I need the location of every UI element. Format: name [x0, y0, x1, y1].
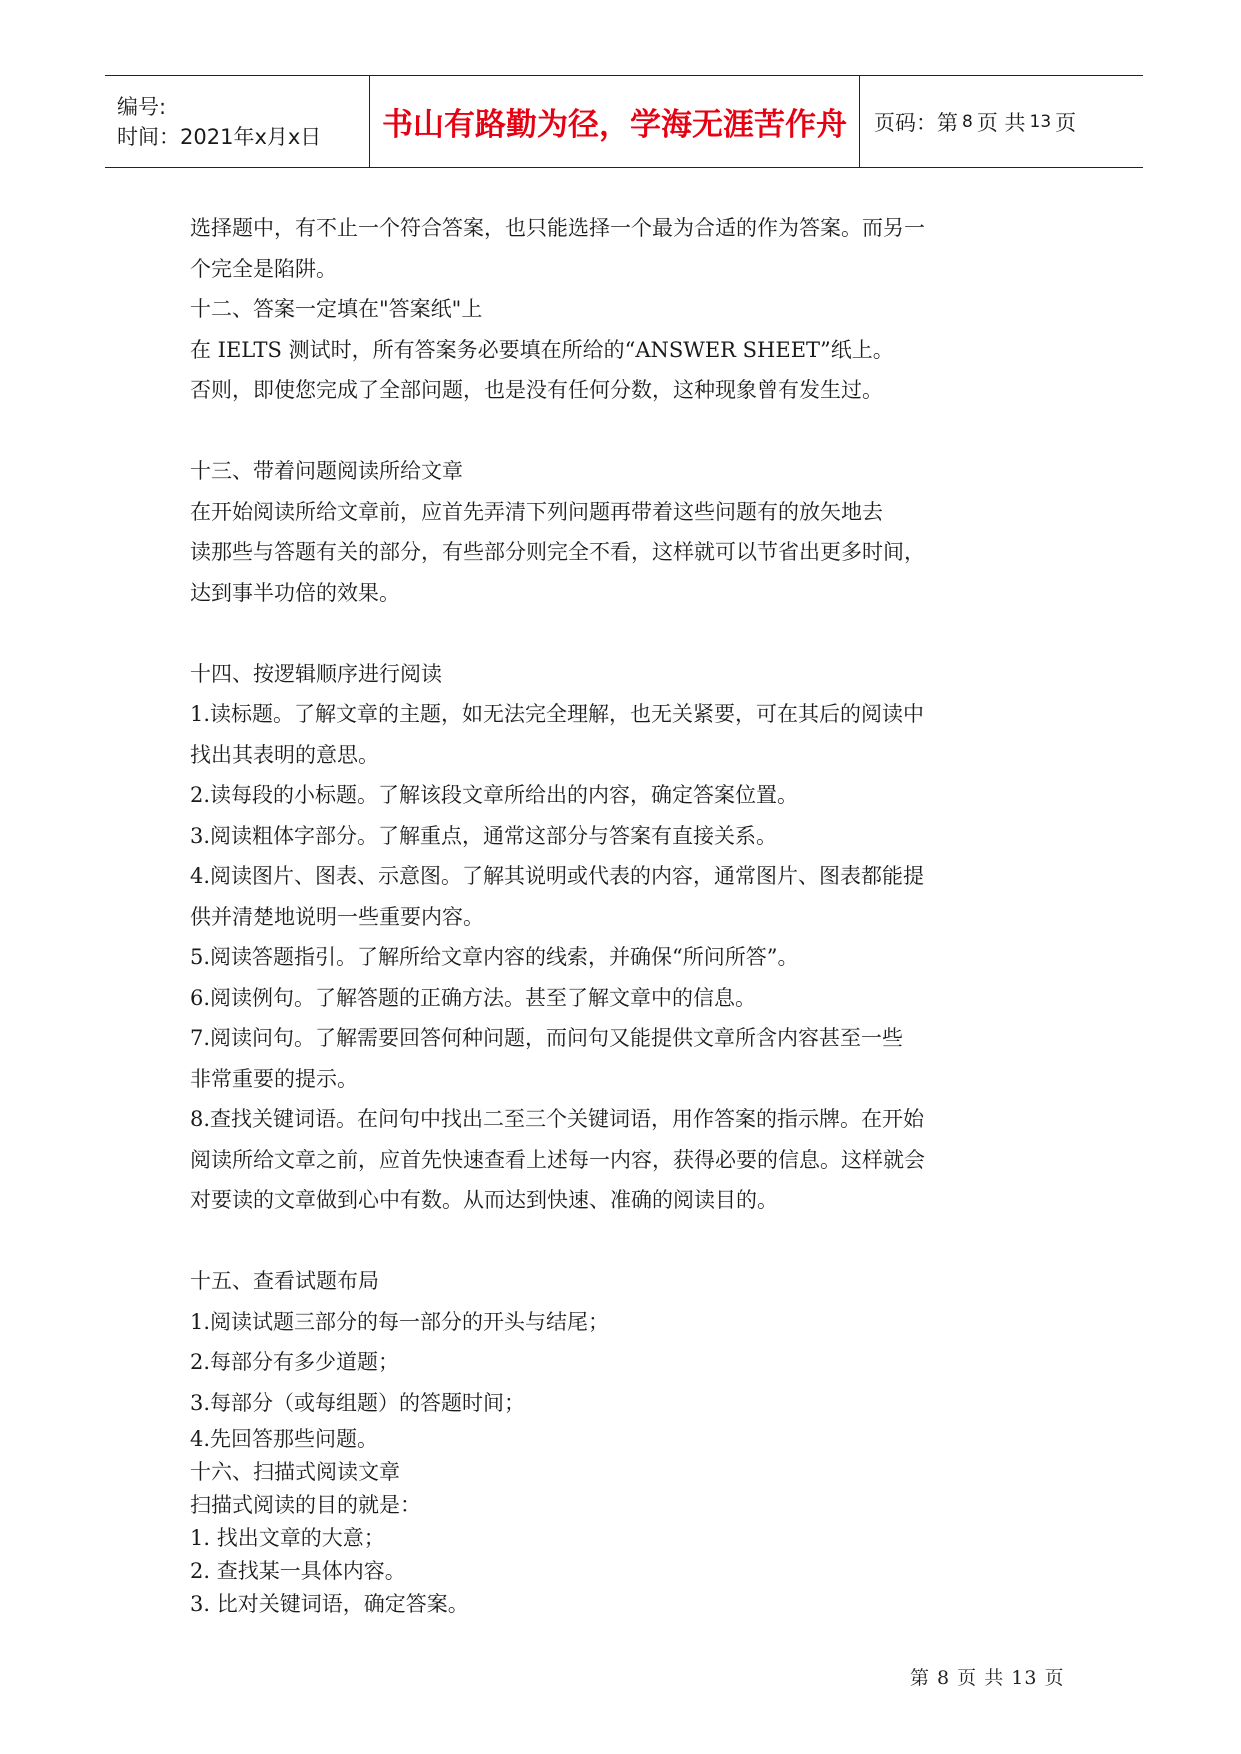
page-current: 8	[962, 111, 973, 132]
list-item: 8.查找关键词语。在问句中找出二至三个关键词语，用作答案的指示牌。在开始	[190, 1107, 925, 1131]
section-heading: 十二、答案一定填在"答案纸"上	[190, 297, 483, 321]
time-label: 时间：2021年x月x日	[117, 124, 322, 149]
page-prefix: 页码：第	[874, 110, 958, 135]
section-heading: 十六、扫描式阅读文章	[190, 1460, 400, 1484]
header-motto: 书山有路勤为径，学海无涯苦作舟	[382, 107, 847, 143]
page-suffix: 页	[1055, 110, 1077, 135]
blank-line	[190, 613, 970, 654]
page-header	[105, 75, 1143, 168]
header-left-cell	[105, 76, 370, 167]
paragraph-line: 读那些与答题有关的部分，有些部分则完全不看，这样就可以节省出更多时间，	[190, 540, 925, 564]
header-page-cell	[860, 76, 1143, 167]
list-item: 1.读标题。了解文章的主题，如无法完全理解，也无关紧要，可在其后的阅读中	[190, 702, 925, 726]
paragraph-line: 在开始阅读所给文章前，应首先弄清下列问题再带着这些问题有的放矢地去	[190, 499, 883, 524]
list-item-cont: 供并清楚地说明一些重要内容。	[190, 904, 484, 929]
list-item-cont: 非常重要的提示。	[190, 1066, 358, 1091]
section-heading: 十三、带着问题阅读所给文章	[190, 459, 463, 483]
blank-line	[190, 411, 970, 452]
list-item: 3. 比对关键词语，确定答案。	[190, 1592, 469, 1616]
paragraph-line: 个完全是陷阱。	[190, 256, 337, 281]
serial-label: 编号:	[117, 94, 167, 119]
page-mid: 页 共	[976, 110, 1026, 135]
header-motto-cell	[370, 76, 860, 167]
page-total: 13	[1029, 111, 1052, 132]
section-heading: 十五、查看试题布局	[190, 1269, 379, 1293]
paragraph-line: 否则，即使您完成了全部问题，也是没有任何分数，这种现象曾有发生过。	[190, 378, 883, 402]
paragraph-line: 选择题中，有不止一个符合答案，也只能选择一个最为合适的作为答案。而另一	[190, 216, 925, 240]
paragraph-line: 达到事半功倍的效果。	[190, 580, 400, 605]
paragraph-line: 扫描式阅读的目的就是：	[190, 1493, 421, 1517]
list-item: 1. 找出文章的大意；	[190, 1526, 385, 1550]
list-item: 5.阅读答题指引。了解所给文章内容的线索，并确保“所问所答”。	[190, 945, 799, 969]
paragraph-line: 在 IELTS 测试时，所有答案务必要填在所给的“ANSWER SHEET”纸上。	[190, 337, 894, 362]
list-item: 6.阅读例句。了解答题的正确方法。甚至了解文章中的信息。	[190, 985, 757, 1010]
list-item-cont: 找出其表明的意思。	[190, 742, 379, 767]
list-item: 4.先回答那些问题。	[190, 1427, 379, 1451]
list-item: 2. 查找某一具体内容。	[190, 1559, 406, 1583]
list-item: 2.读每段的小标题。了解该段文章所给出的内容，确定答案位置。	[190, 783, 799, 807]
list-item-cont: 阅读所给文章之前，应首先快速查看上述每一内容，获得必要的信息。这样就会	[190, 1147, 925, 1172]
document-body	[190, 208, 970, 1621]
list-item: 2.每部分有多少道题；	[190, 1350, 400, 1374]
list-item-cont: 对要读的文章做到心中有数。从而达到快速、准确的阅读目的。	[190, 1188, 778, 1212]
list-item: 1.阅读试题三部分的每一部分的开头与结尾；	[190, 1309, 610, 1334]
list-item: 3.阅读粗体字部分。了解重点，通常这部分与答案有直接关系。	[190, 823, 778, 848]
page-footer: 第 8 页 共 13 页	[910, 1667, 1065, 1689]
list-item: 4.阅读图片、图表、示意图。了解其说明或代表的内容，通常图片、图表都能提	[190, 864, 925, 888]
list-item: 7.阅读问句。了解需要回答何种问题，而问句又能提供文章所含内容甚至一些	[190, 1026, 904, 1050]
section-heading: 十四、按逻辑顺序进行阅读	[190, 661, 442, 686]
blank-line	[190, 1221, 970, 1262]
list-item: 3.每部分（或每组题）的答题时间；	[190, 1390, 526, 1415]
